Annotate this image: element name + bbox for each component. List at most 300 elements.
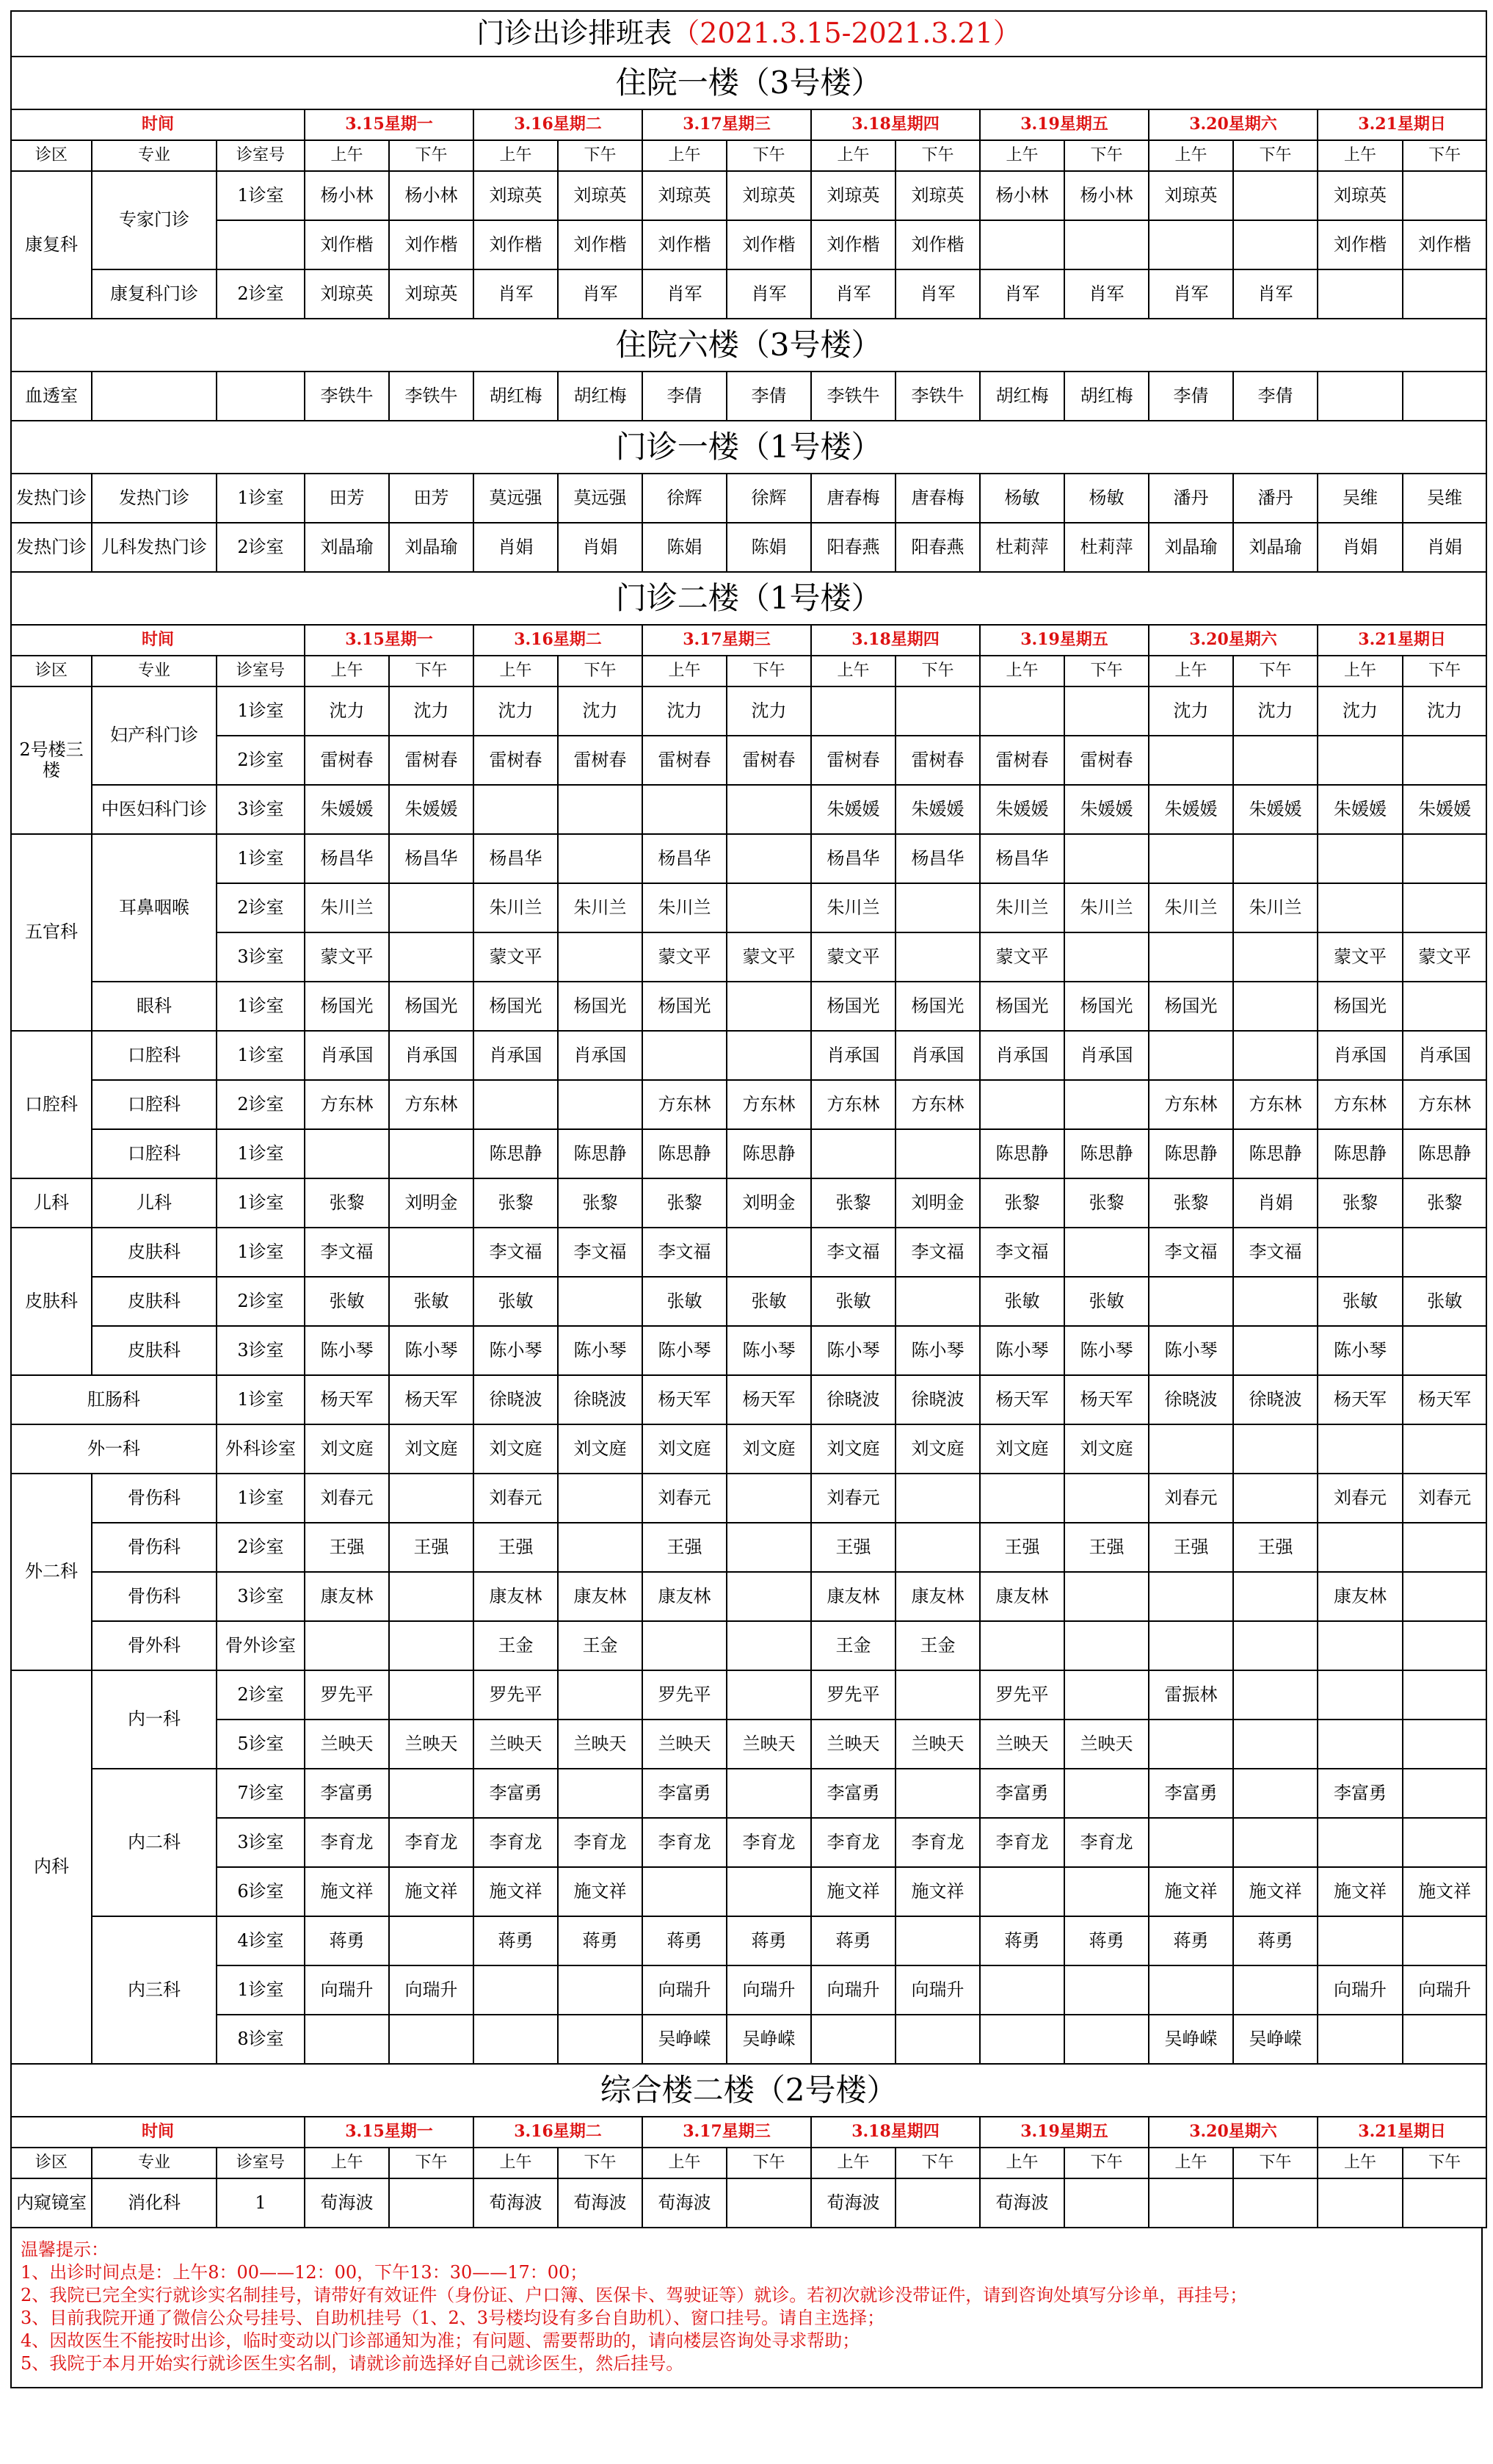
room-cell: 3诊室: [217, 785, 305, 834]
doctor-cell: [727, 1474, 811, 1523]
doctor-cell: 陈思静: [1403, 1129, 1486, 1178]
doctor-cell: [1318, 2015, 1403, 2064]
doctor-cell: 沈力: [1149, 686, 1233, 736]
doctor-cell: 李育龙: [980, 1818, 1064, 1867]
area-cell: 五官科: [11, 834, 92, 1031]
note-item: 2、我院已完全实行就诊实名制挂号，请带好有效证件（身份证、户口簿、医保卡、驾驶证等）就诊。若初次就诊没带证件，请到咨询处填写分诊单，再挂号；: [21, 2285, 1248, 2305]
doctor-cell: 李文福: [1233, 1228, 1318, 1277]
room-header: 诊室号: [217, 656, 305, 686]
pm-header: 下午: [1403, 2148, 1486, 2178]
doctor-cell: 胡红梅: [980, 372, 1064, 421]
doctor-cell: 李文福: [305, 1228, 389, 1277]
doctor-cell: 刘作楷: [811, 220, 896, 269]
specialty-header: 专业: [92, 656, 217, 686]
doctor-cell: 李富勇: [1149, 1769, 1233, 1818]
doctor-cell: [1233, 834, 1318, 883]
doctor-cell: [980, 220, 1064, 269]
doctor-cell: 杨昌华: [473, 834, 558, 883]
doctor-cell: [1149, 2178, 1233, 2228]
doctor-cell: [389, 1129, 473, 1178]
doctor-cell: 杨小林: [980, 171, 1064, 220]
room-cell: 1诊室: [217, 1375, 305, 1424]
doctor-cell: [1064, 1867, 1149, 1916]
column-header-row: [11, 656, 1486, 686]
doctor-cell: 李倩: [1233, 372, 1318, 421]
doctor-cell: 陈小琴: [896, 1326, 980, 1375]
doctor-cell: 罗先平: [980, 1670, 1064, 1720]
doctor-cell: [642, 1867, 727, 1916]
doctor-cell: [1233, 220, 1318, 269]
doctor-cell: 李文福: [811, 1228, 896, 1277]
room-cell: [217, 220, 305, 269]
day-header: 3.17星期三: [642, 2117, 811, 2148]
schedule-row: [11, 1720, 1486, 1769]
time-header: 时间: [11, 2117, 305, 2148]
doctor-cell: 杨天军: [980, 1375, 1064, 1424]
area-cell: 发热门诊: [11, 523, 92, 572]
doctor-cell: [1403, 1228, 1486, 1277]
am-header: 上午: [642, 656, 727, 686]
doctor-cell: 杨国光: [305, 982, 389, 1031]
doctor-cell: 施文祥: [811, 1867, 896, 1916]
doctor-cell: [811, 1129, 896, 1178]
doctor-cell: 刘文庭: [980, 1424, 1064, 1474]
am-header: 上午: [811, 2148, 896, 2178]
doctor-cell: 刘作楷: [642, 220, 727, 269]
doctor-cell: 兰映天: [896, 1720, 980, 1769]
doctor-cell: 陈思静: [980, 1129, 1064, 1178]
doctor-cell: 杨小林: [389, 171, 473, 220]
doctor-cell: 雷振林: [1149, 1670, 1233, 1720]
doctor-cell: 肖承国: [558, 1031, 642, 1080]
area-header: 诊区: [11, 656, 92, 686]
day-header-row: [11, 109, 1486, 140]
am-header: 上午: [1149, 656, 1233, 686]
doctor-cell: 肖娟: [1233, 1178, 1318, 1228]
doctor-cell: 蒙文平: [980, 932, 1064, 982]
pm-header: 下午: [727, 140, 811, 171]
doctor-cell: [1318, 372, 1403, 421]
doctor-cell: [1064, 2178, 1149, 2228]
doctor-cell: 陈思静: [1233, 1129, 1318, 1178]
doctor-cell: 王金: [896, 1621, 980, 1670]
section-title: 住院一楼（3号楼）: [11, 57, 1486, 109]
doctor-cell: 刘文庭: [642, 1424, 727, 1474]
doctor-cell: 杨天军: [642, 1375, 727, 1424]
doctor-cell: [1064, 1621, 1149, 1670]
schedule-row: [11, 686, 1486, 736]
doctor-cell: [727, 883, 811, 932]
schedule-row: [11, 1031, 1486, 1080]
doctor-cell: 沈力: [473, 686, 558, 736]
doctor-cell: [1318, 834, 1403, 883]
doctor-cell: 张黎: [1064, 1178, 1149, 1228]
schedule-table: [10, 10, 1487, 2228]
doctor-cell: [1233, 1720, 1318, 1769]
doctor-cell: 蒙文平: [1318, 932, 1403, 982]
doctor-cell: [305, 2015, 389, 2064]
doctor-cell: [1233, 1769, 1318, 1818]
doctor-cell: 王强: [389, 1523, 473, 1572]
doctor-cell: 张敏: [1318, 1277, 1403, 1326]
doctor-cell: [389, 1670, 473, 1720]
doctor-cell: 莫远强: [473, 474, 558, 523]
doctor-cell: 罗先平: [642, 1670, 727, 1720]
doctor-cell: [558, 1965, 642, 2015]
doctor-cell: [1403, 1621, 1486, 1670]
doctor-cell: 张敏: [727, 1277, 811, 1326]
doctor-cell: [1233, 171, 1318, 220]
doctor-cell: 陈思静: [1149, 1129, 1233, 1178]
doctor-cell: 方东林: [305, 1080, 389, 1129]
doctor-cell: 肖军: [642, 269, 727, 319]
doctor-cell: [727, 834, 811, 883]
doctor-cell: 陈小琴: [473, 1326, 558, 1375]
doctor-cell: 李育龙: [305, 1818, 389, 1867]
am-header: 上午: [642, 2148, 727, 2178]
schedule-page: [10, 10, 1483, 2388]
doctor-cell: 陈思静: [558, 1129, 642, 1178]
section-title: 门诊一楼（1号楼）: [11, 421, 1486, 474]
doctor-cell: 田芳: [305, 474, 389, 523]
schedule-row: [11, 1178, 1486, 1228]
doctor-cell: 蒙文平: [642, 932, 727, 982]
doctor-cell: 张敏: [389, 1277, 473, 1326]
room-cell: 7诊室: [217, 1769, 305, 1818]
room-header: 诊室号: [217, 2148, 305, 2178]
doctor-cell: 雷树春: [727, 736, 811, 785]
doctor-cell: 蒙文平: [1403, 932, 1486, 982]
schedule-row: [11, 982, 1486, 1031]
doctor-cell: 李富勇: [811, 1769, 896, 1818]
doctor-cell: 方东林: [389, 1080, 473, 1129]
doctor-cell: 李文福: [473, 1228, 558, 1277]
doctor-cell: 向瑞升: [389, 1965, 473, 2015]
am-header: 上午: [305, 2148, 389, 2178]
room-cell: 1诊室: [217, 686, 305, 736]
doctor-cell: 张敏: [305, 1277, 389, 1326]
doctor-cell: 陈思静: [642, 1129, 727, 1178]
doctor-cell: [1318, 1424, 1403, 1474]
day-header: 3.20星期六: [1149, 625, 1318, 656]
doctor-cell: 肖军: [727, 269, 811, 319]
doctor-cell: 潘丹: [1233, 474, 1318, 523]
doctor-cell: 肖承国: [389, 1031, 473, 1080]
doctor-cell: 雷树春: [473, 736, 558, 785]
room-cell: 2诊室: [217, 883, 305, 932]
doctor-cell: 吴峥嵘: [1233, 2015, 1318, 2064]
doctor-cell: 方东林: [1318, 1080, 1403, 1129]
doctor-cell: [980, 1965, 1064, 2015]
doctor-cell: 向瑞升: [1318, 1965, 1403, 2015]
notes-box: [10, 2228, 1483, 2388]
doctor-cell: 刘作楷: [1403, 220, 1486, 269]
doctor-cell: 陈小琴: [727, 1326, 811, 1375]
room-cell: 2诊室: [217, 269, 305, 319]
doctor-cell: [896, 1916, 980, 1965]
specialty-cell: 发热门诊: [92, 474, 217, 523]
doctor-cell: 蒋勇: [811, 1916, 896, 1965]
doctor-cell: 刘晶瑜: [305, 523, 389, 572]
doctor-cell: 施文祥: [896, 1867, 980, 1916]
doctor-cell: 朱川兰: [1064, 883, 1149, 932]
schedule-row: [11, 523, 1486, 572]
room-cell: 2诊室: [217, 1277, 305, 1326]
doctor-cell: 肖承国: [1064, 1031, 1149, 1080]
schedule-row: [11, 1867, 1486, 1916]
doctor-cell: 施文祥: [1318, 1867, 1403, 1916]
doctor-cell: [1064, 2015, 1149, 2064]
doctor-cell: 刘作楷: [558, 220, 642, 269]
doctor-cell: 杨国光: [642, 982, 727, 1031]
section-title: 住院六楼（3号楼）: [11, 319, 1486, 372]
doctor-cell: 胡红梅: [1064, 372, 1149, 421]
doctor-cell: [558, 1670, 642, 1720]
doctor-cell: [1403, 269, 1486, 319]
doctor-cell: 肖军: [1233, 269, 1318, 319]
doctor-cell: 张黎: [1149, 1178, 1233, 1228]
doctor-cell: [980, 1621, 1064, 1670]
doctor-cell: [1064, 834, 1149, 883]
day-header: 3.15星期一: [305, 2117, 473, 2148]
room-cell: 3诊室: [217, 1326, 305, 1375]
doctor-cell: [1064, 1474, 1149, 1523]
doctor-cell: 李铁牛: [896, 372, 980, 421]
doctor-cell: 李育龙: [389, 1818, 473, 1867]
doctor-cell: [727, 982, 811, 1031]
doctor-cell: 刘琼英: [389, 269, 473, 319]
doctor-cell: 肖承国: [1403, 1031, 1486, 1080]
doctor-cell: 杜莉萍: [1064, 523, 1149, 572]
schedule-row: [11, 1670, 1486, 1720]
doctor-cell: 施文祥: [305, 1867, 389, 1916]
doctor-cell: 王强: [473, 1523, 558, 1572]
doctor-cell: 肖军: [811, 269, 896, 319]
date-range: （2021.3.15-2021.3.21）: [672, 17, 1021, 50]
doctor-cell: 朱媛媛: [1318, 785, 1403, 834]
section-title-row: [11, 2064, 1486, 2117]
schedule-row: [11, 1424, 1486, 1474]
schedule-row: [11, 1769, 1486, 1818]
schedule-row: [11, 785, 1486, 834]
doctor-cell: 阳春燕: [811, 523, 896, 572]
doctor-cell: [1233, 1818, 1318, 1867]
doctor-cell: 莫远强: [558, 474, 642, 523]
doctor-cell: 李文福: [1149, 1228, 1233, 1277]
doctor-cell: 杨国光: [558, 982, 642, 1031]
doctor-cell: 蒙文平: [473, 932, 558, 982]
note-item: 4、因故医生不能按时出诊，临时变动以门诊部通知为准；有问题、需要帮助的，请向楼层咨询处寻求帮助；: [21, 2330, 860, 2351]
doctor-cell: [896, 1670, 980, 1720]
doctor-cell: [558, 2015, 642, 2064]
doctor-cell: [1403, 883, 1486, 932]
specialty-cell: 骨伤科: [92, 1523, 217, 1572]
doctor-cell: 向瑞升: [811, 1965, 896, 2015]
doctor-cell: 刘文庭: [389, 1424, 473, 1474]
doctor-cell: 王强: [305, 1523, 389, 1572]
doctor-cell: [1318, 736, 1403, 785]
doctor-cell: 刘作楷: [727, 220, 811, 269]
doctor-cell: 沈力: [642, 686, 727, 736]
doctor-cell: [811, 2015, 896, 2064]
doctor-cell: 罗先平: [811, 1670, 896, 1720]
room-cell: 3诊室: [217, 1572, 305, 1621]
doctor-cell: 沈力: [389, 686, 473, 736]
doctor-cell: [389, 1769, 473, 1818]
time-header: 时间: [11, 625, 305, 656]
doctor-cell: 刘文庭: [305, 1424, 389, 1474]
pm-header: 下午: [1233, 656, 1318, 686]
am-header: 上午: [811, 656, 896, 686]
pm-header: 下午: [389, 656, 473, 686]
doctor-cell: [389, 2178, 473, 2228]
room-cell: 1: [217, 2178, 305, 2228]
room-cell: 2诊室: [217, 1670, 305, 1720]
doctor-cell: 朱川兰: [811, 883, 896, 932]
pm-header: 下午: [558, 2148, 642, 2178]
doctor-cell: 康友林: [811, 1572, 896, 1621]
doctor-cell: 李铁牛: [811, 372, 896, 421]
am-header: 上午: [1318, 656, 1403, 686]
doctor-cell: 刘文庭: [811, 1424, 896, 1474]
room-cell: 1诊室: [217, 1965, 305, 2015]
doctor-cell: 肖军: [558, 269, 642, 319]
doctor-cell: 朱媛媛: [1149, 785, 1233, 834]
doctor-cell: [980, 686, 1064, 736]
doctor-cell: 刘琼英: [896, 171, 980, 220]
doctor-cell: 陈小琴: [389, 1326, 473, 1375]
doctor-cell: 雷树春: [1064, 736, 1149, 785]
doctor-cell: 陈小琴: [1149, 1326, 1233, 1375]
doctor-cell: 雷树春: [642, 736, 727, 785]
page-title-cell: [11, 11, 1486, 57]
doctor-cell: 沈力: [558, 686, 642, 736]
doctor-cell: 雷树春: [558, 736, 642, 785]
doctor-cell: [1064, 1228, 1149, 1277]
doctor-cell: 吴峥嵘: [1149, 2015, 1233, 2064]
doctor-cell: 蒋勇: [473, 1916, 558, 1965]
doctor-cell: 刘琼英: [1318, 171, 1403, 220]
doctor-cell: 肖军: [896, 269, 980, 319]
doctor-cell: [1318, 1916, 1403, 1965]
doctor-cell: 张黎: [642, 1178, 727, 1228]
doctor-cell: 康友林: [896, 1572, 980, 1621]
doctor-cell: [1403, 1769, 1486, 1818]
doctor-cell: [389, 932, 473, 982]
doctor-cell: 施文祥: [558, 1867, 642, 1916]
doctor-cell: [727, 1031, 811, 1080]
doctor-cell: [1149, 1965, 1233, 2015]
pm-header: 下午: [1064, 140, 1149, 171]
doctor-cell: 李育龙: [558, 1818, 642, 1867]
doctor-cell: [896, 1277, 980, 1326]
doctor-cell: 王强: [642, 1523, 727, 1572]
doctor-cell: [473, 785, 558, 834]
doctor-cell: 沈力: [1233, 686, 1318, 736]
doctor-cell: 蒋勇: [305, 1916, 389, 1965]
room-cell: 1诊室: [217, 1228, 305, 1277]
doctor-cell: [896, 932, 980, 982]
doctor-cell: 肖娟: [558, 523, 642, 572]
room-cell: 4诊室: [217, 1916, 305, 1965]
specialty-cell: 口腔科: [92, 1031, 217, 1080]
day-header: 3.15星期一: [305, 109, 473, 140]
doctor-cell: 施文祥: [1149, 1867, 1233, 1916]
doctor-cell: [1403, 1670, 1486, 1720]
doctor-cell: 康友林: [980, 1572, 1064, 1621]
area-cell: 2号楼三楼: [11, 686, 92, 834]
doctor-cell: [1149, 1031, 1233, 1080]
doctor-cell: [1149, 834, 1233, 883]
specialty-header: 专业: [92, 2148, 217, 2178]
room-cell: 6诊室: [217, 1867, 305, 1916]
schedule-row: [11, 1572, 1486, 1621]
doctor-cell: 向瑞升: [896, 1965, 980, 2015]
doctor-cell: 兰映天: [473, 1720, 558, 1769]
doctor-cell: 李育龙: [896, 1818, 980, 1867]
day-header: 3.21星期日: [1318, 109, 1486, 140]
doctor-cell: [1233, 736, 1318, 785]
doctor-cell: [727, 785, 811, 834]
doctor-cell: [1064, 1080, 1149, 1129]
schedule-row: [11, 220, 1486, 269]
room-cell: 3诊室: [217, 1818, 305, 1867]
doctor-cell: 李育龙: [473, 1818, 558, 1867]
doctor-cell: [727, 1523, 811, 1572]
doctor-cell: 向瑞升: [727, 1965, 811, 2015]
room-cell: 8诊室: [217, 2015, 305, 2064]
doctor-cell: 杨国光: [896, 982, 980, 1031]
doctor-cell: 张黎: [980, 1178, 1064, 1228]
day-header: 3.18星期四: [811, 109, 980, 140]
doctor-cell: 徐晓波: [896, 1375, 980, 1424]
doctor-cell: [1149, 1572, 1233, 1621]
doctor-cell: 荀海波: [305, 2178, 389, 2228]
am-header: 上午: [473, 656, 558, 686]
doctor-cell: 吴峥嵘: [642, 2015, 727, 2064]
doctor-cell: 施文祥: [473, 1867, 558, 1916]
doctor-cell: 康友林: [558, 1572, 642, 1621]
doctor-cell: 杨昌华: [389, 834, 473, 883]
pm-header: 下午: [1233, 2148, 1318, 2178]
doctor-cell: 张黎: [1403, 1178, 1486, 1228]
doctor-cell: 康友林: [642, 1572, 727, 1621]
room-cell: 1诊室: [217, 171, 305, 220]
doctor-cell: 朱川兰: [642, 883, 727, 932]
specialty-cell: 眼科: [92, 982, 217, 1031]
schedule-body: [11, 11, 1486, 2228]
doctor-cell: 李倩: [727, 372, 811, 421]
schedule-row: [11, 736, 1486, 785]
doctor-cell: [558, 785, 642, 834]
area-cell: 内科: [11, 1670, 92, 2064]
doctor-cell: 徐晓波: [1149, 1375, 1233, 1424]
doctor-cell: 蒋勇: [1064, 1916, 1149, 1965]
day-header: 3.16星期二: [473, 109, 642, 140]
doctor-cell: [896, 2015, 980, 2064]
section-title-row: [11, 572, 1486, 625]
doctor-cell: [558, 834, 642, 883]
doctor-cell: 蒋勇: [1149, 1916, 1233, 1965]
doctor-cell: [642, 785, 727, 834]
doctor-cell: 刘文庭: [1064, 1424, 1149, 1474]
doctor-cell: 陈小琴: [642, 1326, 727, 1375]
doctor-cell: 刘明金: [896, 1178, 980, 1228]
doctor-cell: 刘作楷: [305, 220, 389, 269]
doctor-cell: [1403, 1424, 1486, 1474]
doctor-cell: 兰映天: [389, 1720, 473, 1769]
doctor-cell: 杨小林: [305, 171, 389, 220]
